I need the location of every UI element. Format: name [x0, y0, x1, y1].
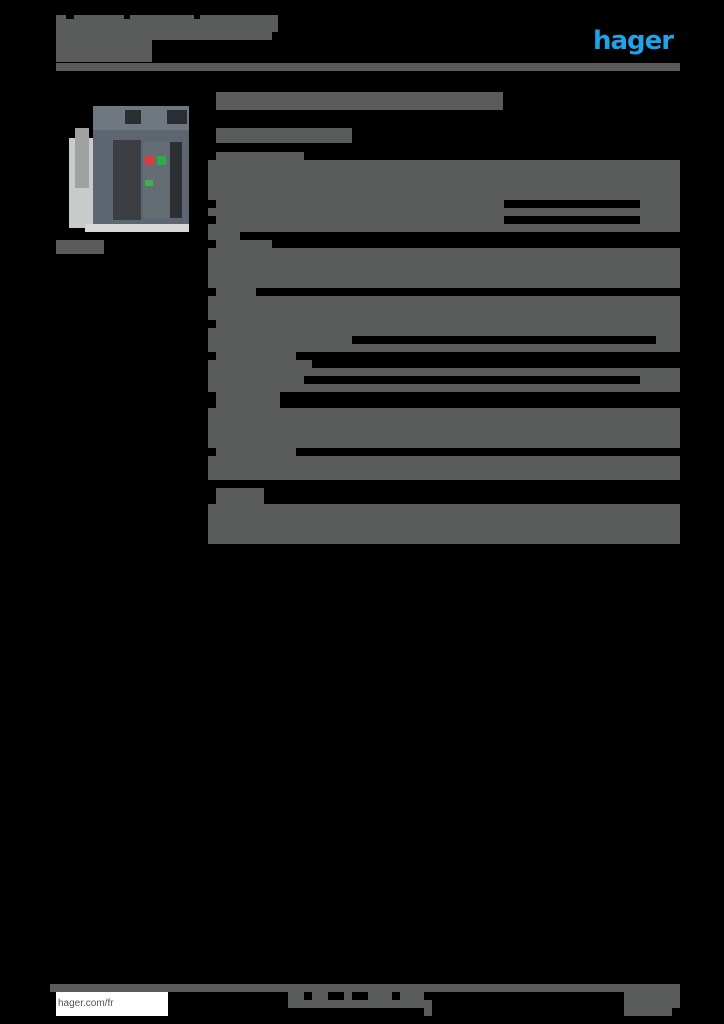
- section-title: [216, 352, 296, 360]
- product-title: [216, 92, 503, 110]
- footer-rule: [50, 984, 680, 992]
- section-title: [216, 448, 296, 456]
- spec-table: [208, 456, 680, 480]
- spec-table: [208, 504, 680, 544]
- section-title: [216, 152, 304, 160]
- section-title: [216, 392, 280, 408]
- footer-website-link[interactable]: hager.com/fr: [56, 992, 168, 1016]
- hager-logo[interactable]: hager: [593, 26, 674, 56]
- product-subtitle: [216, 128, 352, 143]
- spec-table: [208, 408, 680, 448]
- document-subtitle: [56, 32, 152, 62]
- spec-table: [208, 248, 680, 288]
- document-title: [56, 15, 278, 32]
- header-rule: [56, 63, 680, 71]
- product-caption: [56, 240, 104, 254]
- section-title: [216, 240, 272, 248]
- page-number: [624, 984, 680, 1008]
- section-title: [216, 488, 264, 504]
- circuit-breaker-icon: [63, 98, 191, 236]
- section-title: [216, 288, 256, 296]
- product-image: [63, 98, 191, 236]
